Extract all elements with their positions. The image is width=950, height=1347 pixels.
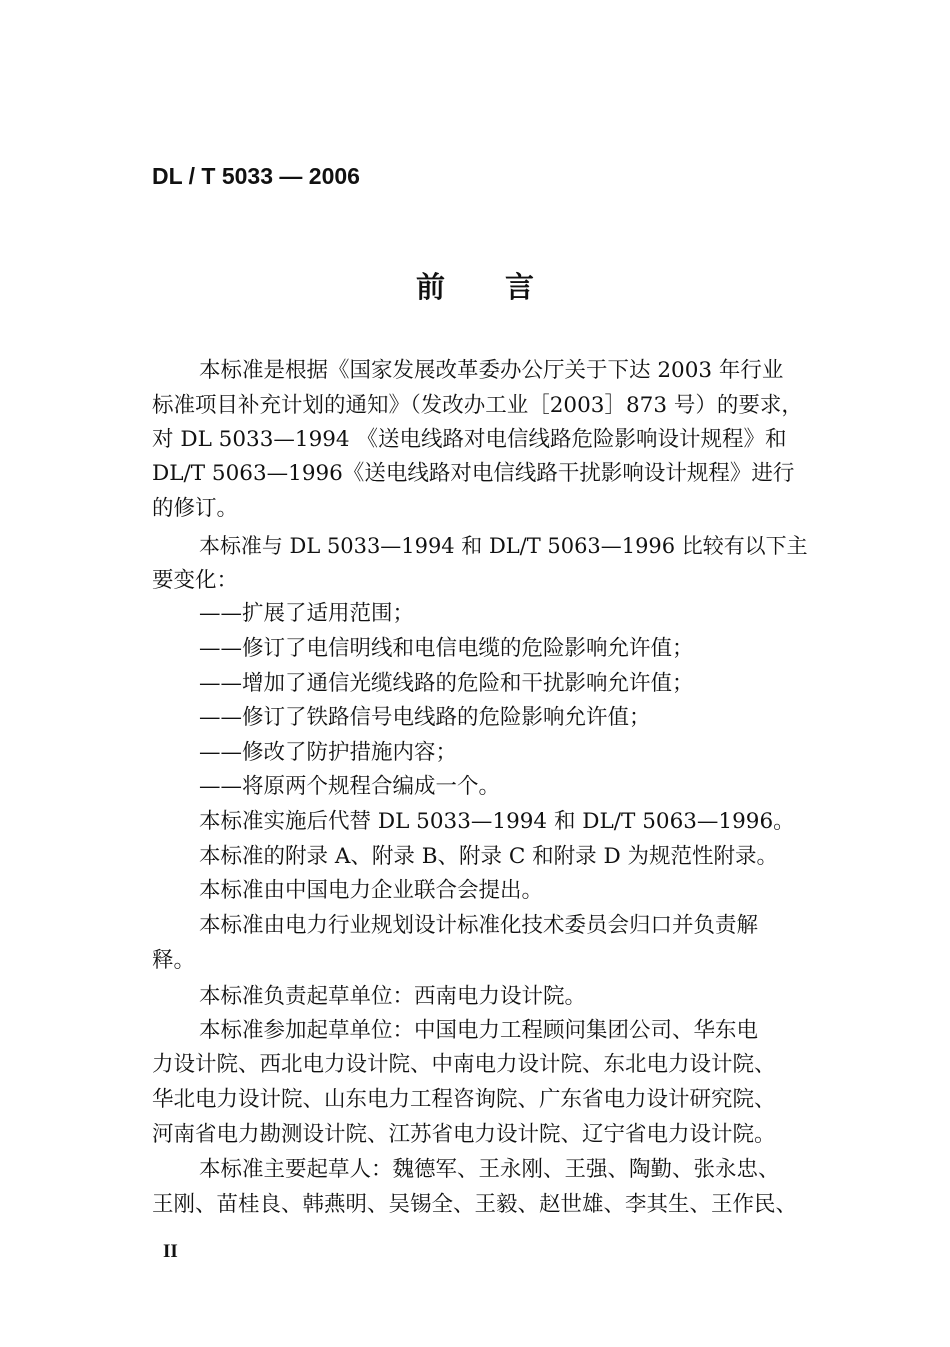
para2-line-2: 要变化： [152, 568, 239, 593]
para1-line-5: 的修订。 [152, 496, 239, 521]
drafters-line-2: 王刚、苗桂良、韩燕明、吴锡全、王毅、赵世雄、李其生、王作民、 [152, 1192, 798, 1217]
para1-line-4: DL/T 5063—1996《送电线路对电信线路干扰影响设计规程》进行 [152, 461, 795, 486]
change-item: ——扩展了适用范围； [199, 601, 415, 626]
para1-line-1: 本标准是根据《国家发展改革委办公厅关于下达 2003 年行业 [199, 358, 784, 383]
replace-statement: 本标准实施后代替 DL 5033—1994 和 DL/T 5063—1996。 [199, 809, 795, 834]
participants-line-2: 力设计院、西北电力设计院、中南电力设计院、东北电力设计院、 [152, 1052, 776, 1077]
change-item: ——修订了铁路信号电线路的危险影响允许值； [199, 705, 651, 730]
para2-line-1: 本标准与 DL 5033—1994 和 DL/T 5063—1996 比较有以下主 [199, 534, 808, 558]
participants-line-3: 华北电力设计院、山东电力工程咨询院、广东省电力设计研究院、 [152, 1087, 776, 1112]
page-title: 前言 [415, 270, 594, 304]
standard-code: DL / T 5033 — 2006 [152, 163, 360, 189]
appendix-statement: 本标准的附录 A、附录 B、附录 C 和附录 D 为规范性附录。 [199, 844, 779, 869]
lead-unit-statement: 本标准负责起草单位：西南电力设计院。 [199, 984, 587, 1009]
para1-line-3: 对 DL 5033—1994 《送电线路对电信线路危险影响设计规程》和 [152, 427, 787, 452]
page-number: II [163, 1241, 178, 1262]
interpret-line-1: 本标准由电力行业规划设计标准化技术委员会归口并负责解 [199, 913, 759, 938]
participants-line-1: 本标准参加起草单位：中国电力工程顾问集团公司、华东电 [199, 1018, 759, 1043]
proposed-statement: 本标准由中国电力企业联合会提出。 [199, 878, 544, 903]
drafters-line-1: 本标准主要起草人：魏德军、王永刚、王强、陶勤、张永忠、 [199, 1157, 780, 1182]
change-item: ——增加了通信光缆线路的危险和干扰影响允许值； [199, 671, 694, 696]
para1-line-2: 标准项目补充计划的通知》（发改办工业［2003］873 号）的要求， [152, 393, 803, 418]
interpret-line-2: 释。 [152, 948, 196, 973]
change-item: ——修订了电信明线和电信电缆的危险影响允许值； [199, 636, 694, 661]
change-item: ——将原两个规程合编成一个。 [199, 774, 501, 799]
change-item: ——修改了防护措施内容； [199, 740, 458, 765]
participants-line-4: 河南省电力勘测设计院、江苏省电力设计院、辽宁省电力设计院。 [152, 1122, 776, 1147]
